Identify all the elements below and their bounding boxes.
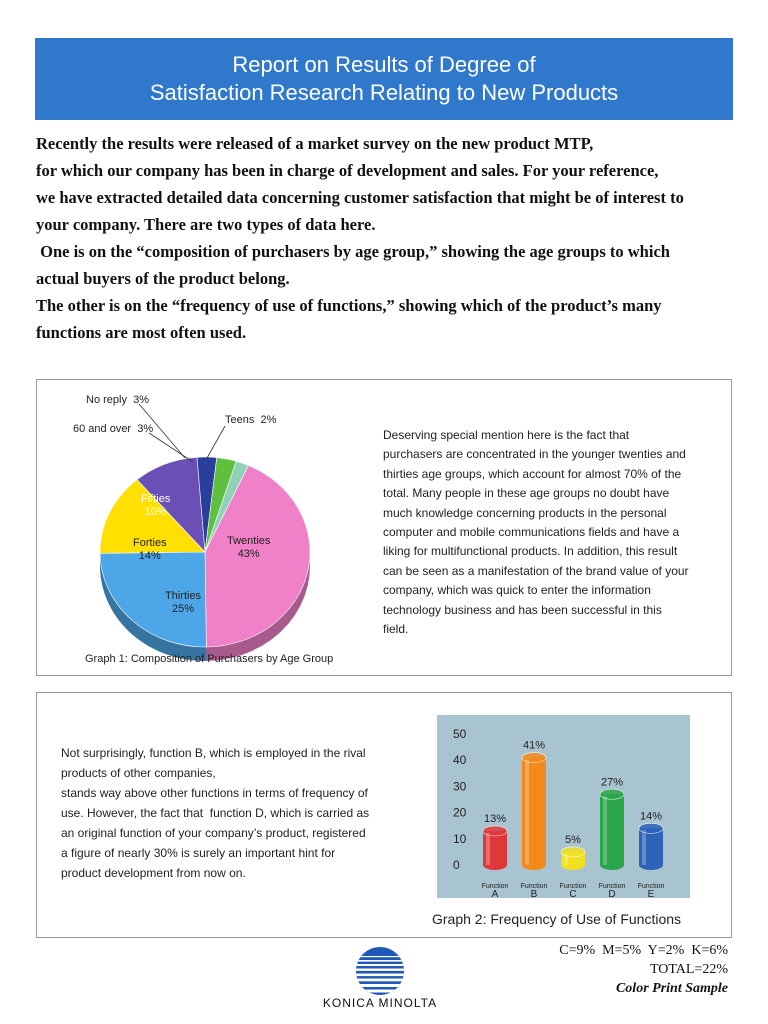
y-tick-label: 10 [453, 831, 467, 846]
y-tick-label: 30 [453, 779, 467, 794]
graph1-caption: Graph 1: Composition of Purchasers by Age Group [85, 653, 334, 665]
x-category-label: E [647, 889, 655, 898]
graph1-description-line: field. [383, 622, 409, 637]
pie-label-no-reply: No reply 3% [86, 394, 149, 406]
color-print-sample-label: Color Print Sample [615, 981, 728, 996]
intro-line: for which our company has been in charge of development and sales. For your reference, [36, 161, 659, 180]
bar-highlight [486, 833, 490, 865]
graph2-description-line: an original function of your company’s product, registered [61, 826, 366, 840]
intro-line: your company. There are two types of data here. [36, 215, 376, 234]
bar-highlight [525, 760, 529, 865]
graph1-description-line: total. Many people in these age groups no doubt have [383, 486, 670, 501]
intro-line: actual buyers of the product belong. [36, 269, 290, 288]
cmyk-total: TOTAL=22% [649, 962, 728, 977]
bar-highlight [642, 830, 646, 865]
y-tick-label: 40 [453, 753, 467, 768]
graph1-description-line: thirties age groups, which account for almost 70% of the [383, 466, 682, 481]
pie-label-forties: Forties 14% [133, 537, 167, 562]
bar-function-b [522, 753, 546, 870]
intro-line: functions are most often used. [36, 323, 247, 342]
graph1-panel [36, 379, 732, 676]
intro-line: we have extracted detailed data concerning customer satisfaction that might be of interest to [36, 188, 684, 207]
pie-label-thirties: Thirties 25% [165, 590, 202, 615]
y-tick-label: 0 [453, 858, 460, 872]
x-category-prefix: Function [637, 883, 665, 890]
graph2-description-line: products of other companies, [61, 766, 216, 780]
x-category-prefix: Function [481, 883, 509, 890]
pie-leader-line-2 [207, 426, 225, 458]
cmyk-values: C=9% M=5% Y=2% K=6% [559, 943, 728, 958]
pie-label-fifties: Fifties 10% [141, 493, 171, 518]
report-title-line-2: Satisfaction Research Relating to New Products [149, 80, 619, 105]
x-category-label: D [608, 889, 616, 898]
konica-minolta-logo [315, 944, 445, 1014]
y-tick-label: 50 [453, 727, 467, 741]
bar-value-label: 41% [522, 739, 546, 752]
graph1-description-line: liking for multifunctional products. In addition, this result [383, 544, 678, 559]
pie-label-teens: Teens 2% [225, 414, 277, 426]
bar-highlight [564, 854, 568, 865]
bar-function-e [639, 823, 663, 870]
graph2-description-line: Not surprisingly, function B, which is employed in the rival [61, 746, 366, 760]
graph2-description-line: use. However, the fact that function D, which is carried as [61, 806, 370, 820]
graph2-description-line: stands way above other functions in terms of frequency of [61, 786, 368, 800]
pie-label-60-and-over: 60 and over 3% [73, 423, 154, 435]
graph1-description-line: purchasers are concentrated in the younger twenties and [383, 447, 686, 462]
x-category-prefix: Function [559, 883, 587, 890]
graph1-description-line: technology business and has been successful in this [383, 602, 662, 617]
intro-paragraph [36, 130, 736, 346]
x-category-label: B [530, 889, 538, 898]
logo-text: KONICA MINOLTA [322, 996, 438, 1010]
bar-highlight [603, 796, 607, 865]
graph2-description-line: a figure of nearly 30% is surely an important hint for [61, 846, 336, 860]
pie-label-twenties: Twenties 43% [227, 535, 271, 560]
graph2-caption: Graph 2: Frequency of Use of Functions [432, 911, 682, 927]
report-title-line-1: Report on Results of Degree of [232, 52, 536, 77]
bar-function-d [600, 789, 624, 870]
bar-function-a [483, 826, 507, 870]
bar-value-label: 27% [600, 776, 624, 789]
x-category-label: A [491, 889, 499, 898]
report-title-banner [35, 38, 733, 120]
intro-line: The other is on the “frequency of use of functions,” showing which of the product’s many [36, 296, 662, 315]
graph1-description-line: company, which was quick to enter the information [383, 583, 651, 598]
color-print-info [559, 941, 728, 998]
bar-value-label: 5% [565, 833, 581, 846]
bar-value-label: 13% [483, 812, 507, 825]
y-tick-label: 20 [453, 805, 467, 820]
graph2-panel [36, 692, 732, 938]
bar-chart [437, 715, 690, 898]
graph1-description-line: computer and mobile communications fields and have a [383, 525, 680, 540]
x-category-prefix: Function [598, 883, 626, 890]
pie-leader-line-1 [149, 433, 193, 462]
graph2-description [61, 743, 401, 883]
graph1-description-line: much knowledge concerning products in the personal [383, 505, 667, 520]
bar-function-c [561, 847, 585, 870]
graph2-description-line: product development from now on. [61, 866, 246, 880]
graph1-description-line: can be seen as a manifestation of the brand value of your [383, 563, 689, 578]
x-category-label: C [569, 889, 577, 898]
x-category-prefix: Function [520, 883, 548, 890]
bar-chart-area [437, 715, 690, 898]
intro-line: Recently the results were released of a market survey on the new product MTP, [36, 134, 594, 153]
intro-line: One is on the “composition of purchasers by age group,” showing the age groups to which [36, 242, 670, 261]
bar-value-label: 14% [639, 810, 663, 823]
graph1-description-line: Deserving special mention here is the fact that [383, 428, 630, 442]
globe-logo-icon [315, 944, 445, 996]
graph1-description [383, 426, 723, 639]
